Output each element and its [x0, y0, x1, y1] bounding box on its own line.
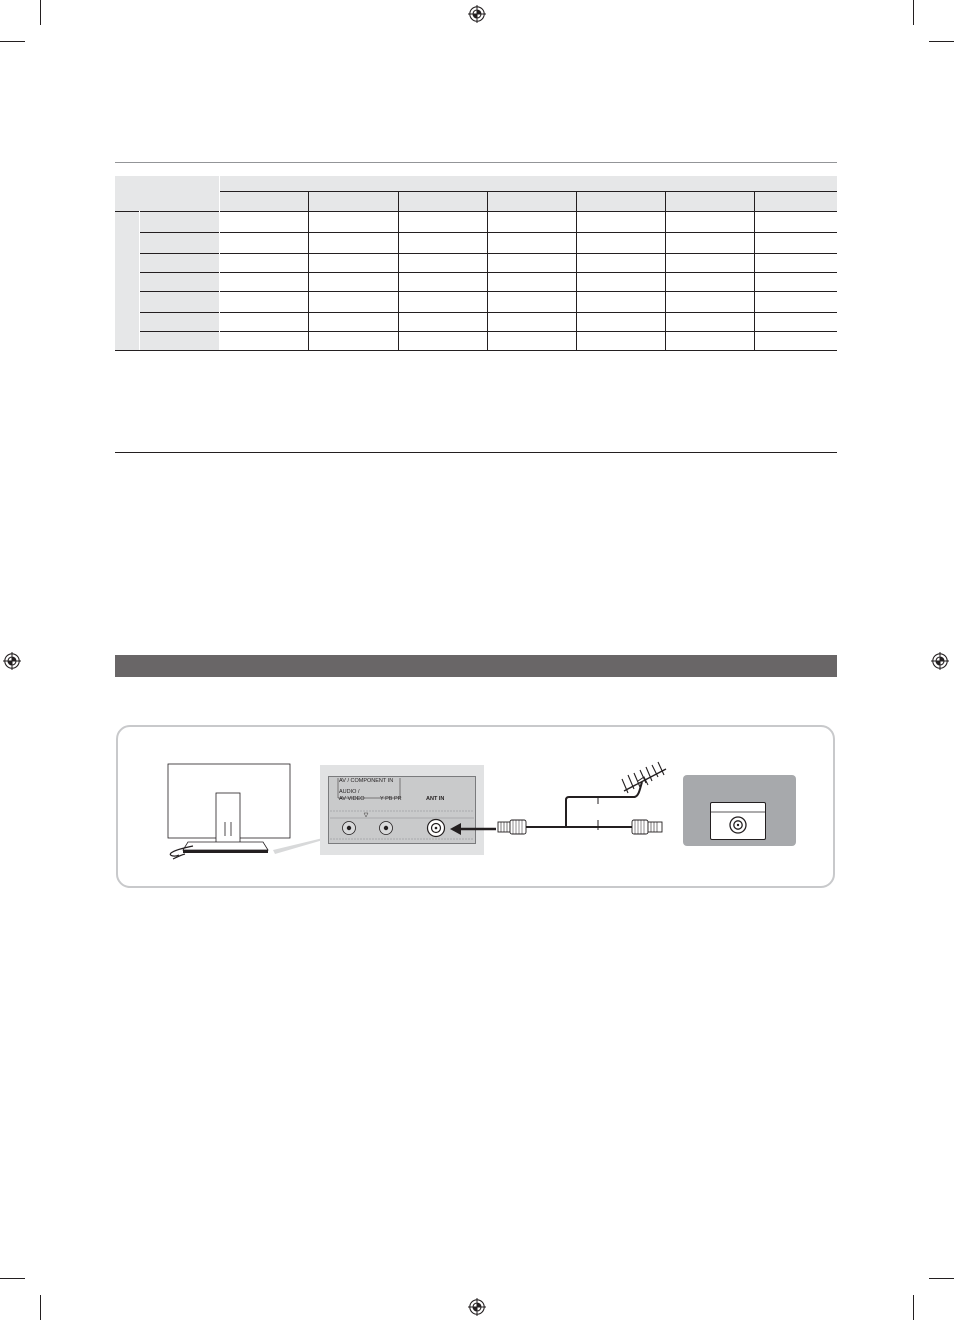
table-line [665, 192, 666, 350]
table-line [139, 211, 140, 350]
tv-rear-view-icon [163, 760, 323, 870]
table-line [487, 192, 488, 350]
crop-mark-icon [913, 1295, 914, 1320]
table-side-group-header [115, 212, 139, 350]
table-column-headers [219, 192, 837, 211]
y-pb-pr-label: Y PB PR [380, 796, 402, 802]
table-line [308, 192, 309, 350]
audio-label: AUDIO / [339, 789, 360, 795]
table-line [140, 331, 837, 332]
table-line [140, 232, 837, 233]
av-component-in-label: AV / COMPONENT IN [339, 778, 394, 784]
crop-mark-icon [0, 1278, 25, 1279]
registration-target-icon [3, 652, 21, 670]
crop-mark-icon [40, 0, 41, 25]
table-line [219, 191, 837, 192]
registration-target-icon [468, 1298, 486, 1316]
antenna-wall-jack-icon [710, 802, 766, 840]
registration-target-icon [931, 652, 949, 670]
registration-target-icon [468, 5, 486, 23]
table-line [140, 312, 837, 313]
crop-mark-icon [929, 1278, 954, 1279]
table-line [219, 176, 220, 350]
table-line [140, 253, 837, 254]
table-line [115, 350, 837, 351]
arrow-left-icon [448, 822, 496, 836]
crop-mark-icon [0, 41, 25, 42]
table-line [115, 211, 837, 212]
table-top-rule [115, 162, 837, 163]
table-group-header [219, 176, 837, 191]
table-line [398, 192, 399, 350]
section-header-bar [115, 655, 837, 677]
table-line [140, 272, 837, 273]
table-line [754, 192, 755, 350]
crop-mark-icon [913, 0, 914, 25]
table-line [576, 192, 577, 350]
crop-mark-icon [929, 41, 954, 42]
table-corner-header [115, 176, 219, 211]
vhf-uhf-antenna-icon [614, 757, 670, 797]
av-video-label: AV VIDEO [339, 796, 365, 802]
table-line [140, 291, 837, 292]
ant-in-label: ANT IN [426, 796, 445, 802]
notes-bottom-rule [115, 452, 837, 453]
crop-mark-icon [40, 1295, 41, 1320]
